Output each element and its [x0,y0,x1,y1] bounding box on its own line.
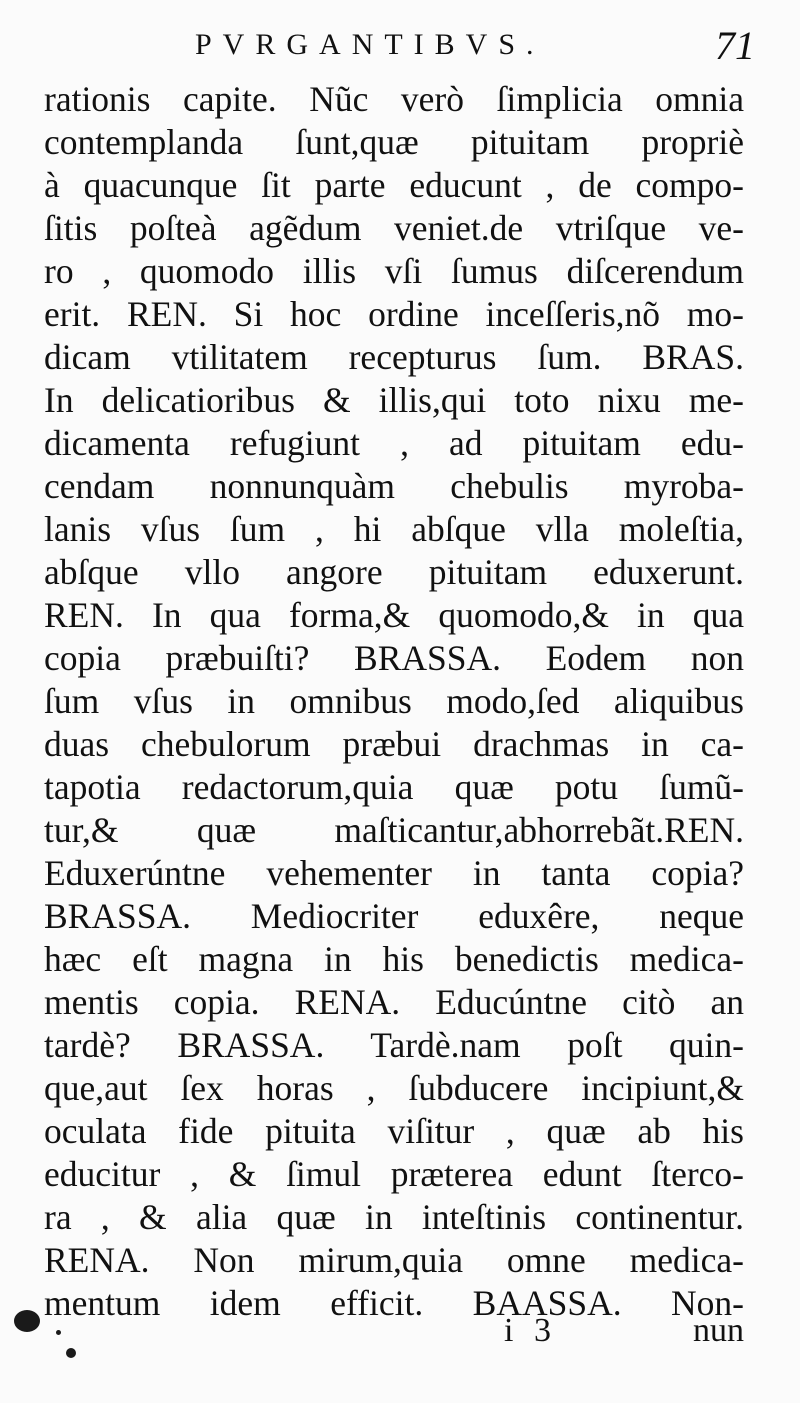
text-line: abſque vllo angore pituitam eduxerunt. [44,552,744,592]
text-line: contemplanda ſunt,quæ pituitam propriè [44,122,744,162]
body-text [44,78,744,1325]
text-line: ſitis poſteà agẽdum veniet.de vtriſque ve- [44,208,744,248]
text-line: RENA. Non mirum,quia omne medica- [44,1240,744,1280]
ink-spot [66,1348,76,1358]
text-line: tardè? BRASSA. Tardè.nam poſt quin- [44,1025,744,1065]
ink-spot [14,1310,40,1332]
text-line: ra , & alia quæ in inteſtinis continentur. [44,1197,744,1237]
text-line: dicam vtilitatem recepturus ſum. BRAS. [44,337,744,377]
text-line: BRASSA. Mediocriter eduxêre, neque [44,896,744,936]
text-line: copia præbuiſti? BRASSA. Eodem non [44,638,744,678]
text-line: dicamenta refugiunt , ad pituitam edu- [44,423,744,463]
text-line: mentis copia. RENA. Educúntne citò an [44,982,744,1022]
text-line: erit. REN. Si hoc ordine inceſſeris,nõ mo- [44,294,744,334]
text-line: REN. In qua forma,& quomodo,& in qua [44,595,744,635]
text-line: oculata fide pituita viſitur , quæ ab his [44,1111,744,1151]
text-line: cendam nonnunquàm chebulis myroba- [44,466,744,506]
text-line: duas chebulorum præbui drachmas in ca- [44,724,744,764]
text-line: lanis vſus ſum , hi abſque vlla moleſtia, [44,509,744,549]
text-line: que,aut ſex horas , ſubducere incipiunt,& [44,1068,744,1108]
page-footer [44,1312,744,1362]
text-line: tur,& quæ maſticantur,abhorrebãt.REN. [44,810,744,850]
ink-spot [56,1330,61,1335]
text-line: à quacunque ſit parte educunt , de compo- [44,165,744,205]
text-line: tapotia redactorum,quia quæ potu ſumũ- [44,767,744,807]
signature-mark: i 3 [504,1312,557,1349]
text-line: ſum vſus in omnibus modo,ſed aliquibus [44,681,744,721]
text-line: ro , quomodo illis vſi ſumus diſcerendum [44,251,744,291]
text-line: educitur , & ſimul præterea edunt ſterco- [44,1154,744,1194]
text-line: Eduxerúntne vehementer in tanta copia? [44,853,744,893]
catchword: nun [693,1312,744,1349]
running-head: PVRGANTIBVS. [195,28,545,61]
text-line: hæc eſt magna in his benedictis medica- [44,939,744,979]
page-number: 71 [715,23,755,68]
text-line: In delicatioribus & illis,qui toto nixu me- [44,380,744,420]
text-line: rationis capite. Nũc verò ſimplicia omnia [44,79,744,119]
page-header [195,22,755,72]
text-line: mentum idem efficit. BAASSA. Non- [44,1283,744,1323]
